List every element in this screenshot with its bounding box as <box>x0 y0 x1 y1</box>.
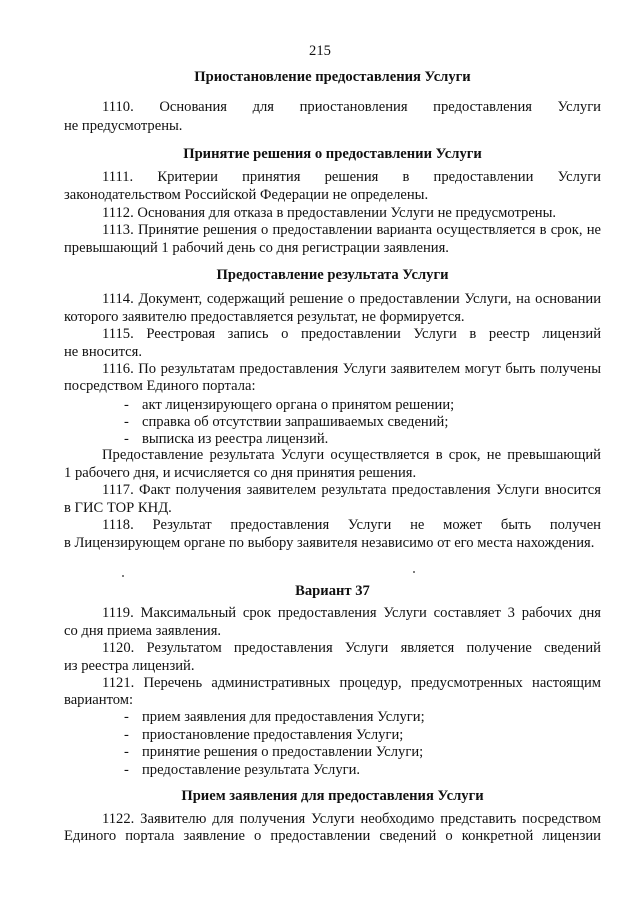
list-item: - акт лицензирующего органа о принятом решении; <box>124 397 455 413</box>
list-item: - справка об отсутствии запрашиваемых сведений; <box>124 414 449 430</box>
para-1121-line2: вариантом: <box>64 692 134 708</box>
para-1118-line1: 1118. Результат предоставления Услуги не может быть получен <box>102 517 601 533</box>
para-1116-line1: 1116. По результатам предоставления Услуги заявителем могут быть получены <box>102 361 601 377</box>
para-1114-line1: 1114. Документ, содержащий решение о предоставлении Услуги, на основании <box>102 291 601 307</box>
para-1118-line2: в Лицензирующем органе по выбору заявителя независимо от его места нахождения. <box>64 535 595 551</box>
heading-decision: Принятие решения о предоставлении Услуги <box>183 146 482 162</box>
para-1117-line2: в ГИС ТОР КНД. <box>64 500 172 516</box>
para-1112: 1112. Основания для отказа в предоставлении Услуги не предусмотрены. <box>102 205 557 221</box>
para-1116-line2: посредством Единого портала: <box>64 378 256 394</box>
para-1119-line1: 1119. Максимальный срок предоставления Услуги составляет 3 рабочих дня <box>102 605 601 621</box>
para-1115-line1: 1115. Реестровая запись о предоставлении Услуги в реестр лицензий <box>102 326 601 342</box>
para-1115-line2: не вносится. <box>64 344 142 360</box>
scan-speck <box>122 575 124 577</box>
para-term-line1: Предоставление результата Услуги осуществляется в срок, не превышающий <box>102 447 601 463</box>
para-1114-line2: которого заявителю предоставляется результат, не формируется. <box>64 309 465 325</box>
heading-suspension: Приостановление предоставления Услуги <box>194 69 471 85</box>
para-1111-line2: законодательством Российской Федерации не определены. <box>64 187 429 203</box>
para-1110-line1: 1110. Основания для приостановления предоставления Услуги <box>102 99 601 115</box>
para-1122-line1: 1122. Заявителю для получения Услуги необходимо представить посредством <box>102 811 601 827</box>
list-item: - выписка из реестра лицензий. <box>124 431 329 447</box>
heading-result: Предоставление результата Услуги <box>216 267 449 283</box>
para-term-line2: 1 рабочего дня, и исчисляется со дня принятия решения. <box>64 465 417 481</box>
para-1122-line2: Единого портала заявление о предоставлении сведений о конкретной лицензии <box>64 828 601 844</box>
heading-variant-37: Вариант 37 <box>295 583 370 599</box>
para-1120-line2: из реестра лицензий. <box>64 658 195 674</box>
para-1117-line1: 1117. Факт получения заявителем результата предоставления Услуги вносится <box>102 482 601 498</box>
para-1113-line2: превышающий 1 рабочий день со дня регистрации заявления. <box>64 240 449 256</box>
list-item: - предоставление результата Услуги. <box>124 762 361 778</box>
para-1121-line1: 1121. Перечень административных процедур, предусмотренных настоящим <box>102 675 601 691</box>
para-1119-line2: со дня приема заявления. <box>64 623 222 639</box>
para-1120-line1: 1120. Результатом предоставления Услуги является получение сведений <box>102 640 601 656</box>
para-1111-line1: 1111. Критерии принятия решения в предоставлении Услуги <box>102 169 601 185</box>
list-item: - принятие решения о предоставлении Услуги; <box>124 744 424 760</box>
list-item: - прием заявления для предоставления Услуги; <box>124 709 425 725</box>
para-1113-line1: 1113. Принятие решения о предоставлении варианта осуществляется в срок, не <box>102 222 601 238</box>
scan-speck <box>413 571 415 573</box>
heading-application-intake: Прием заявления для предоставления Услуги <box>181 788 484 804</box>
page-number: 215 <box>309 43 331 59</box>
para-1110-line2: не предусмотрены. <box>64 118 183 134</box>
list-item: - приостановление предоставления Услуги; <box>124 727 404 743</box>
